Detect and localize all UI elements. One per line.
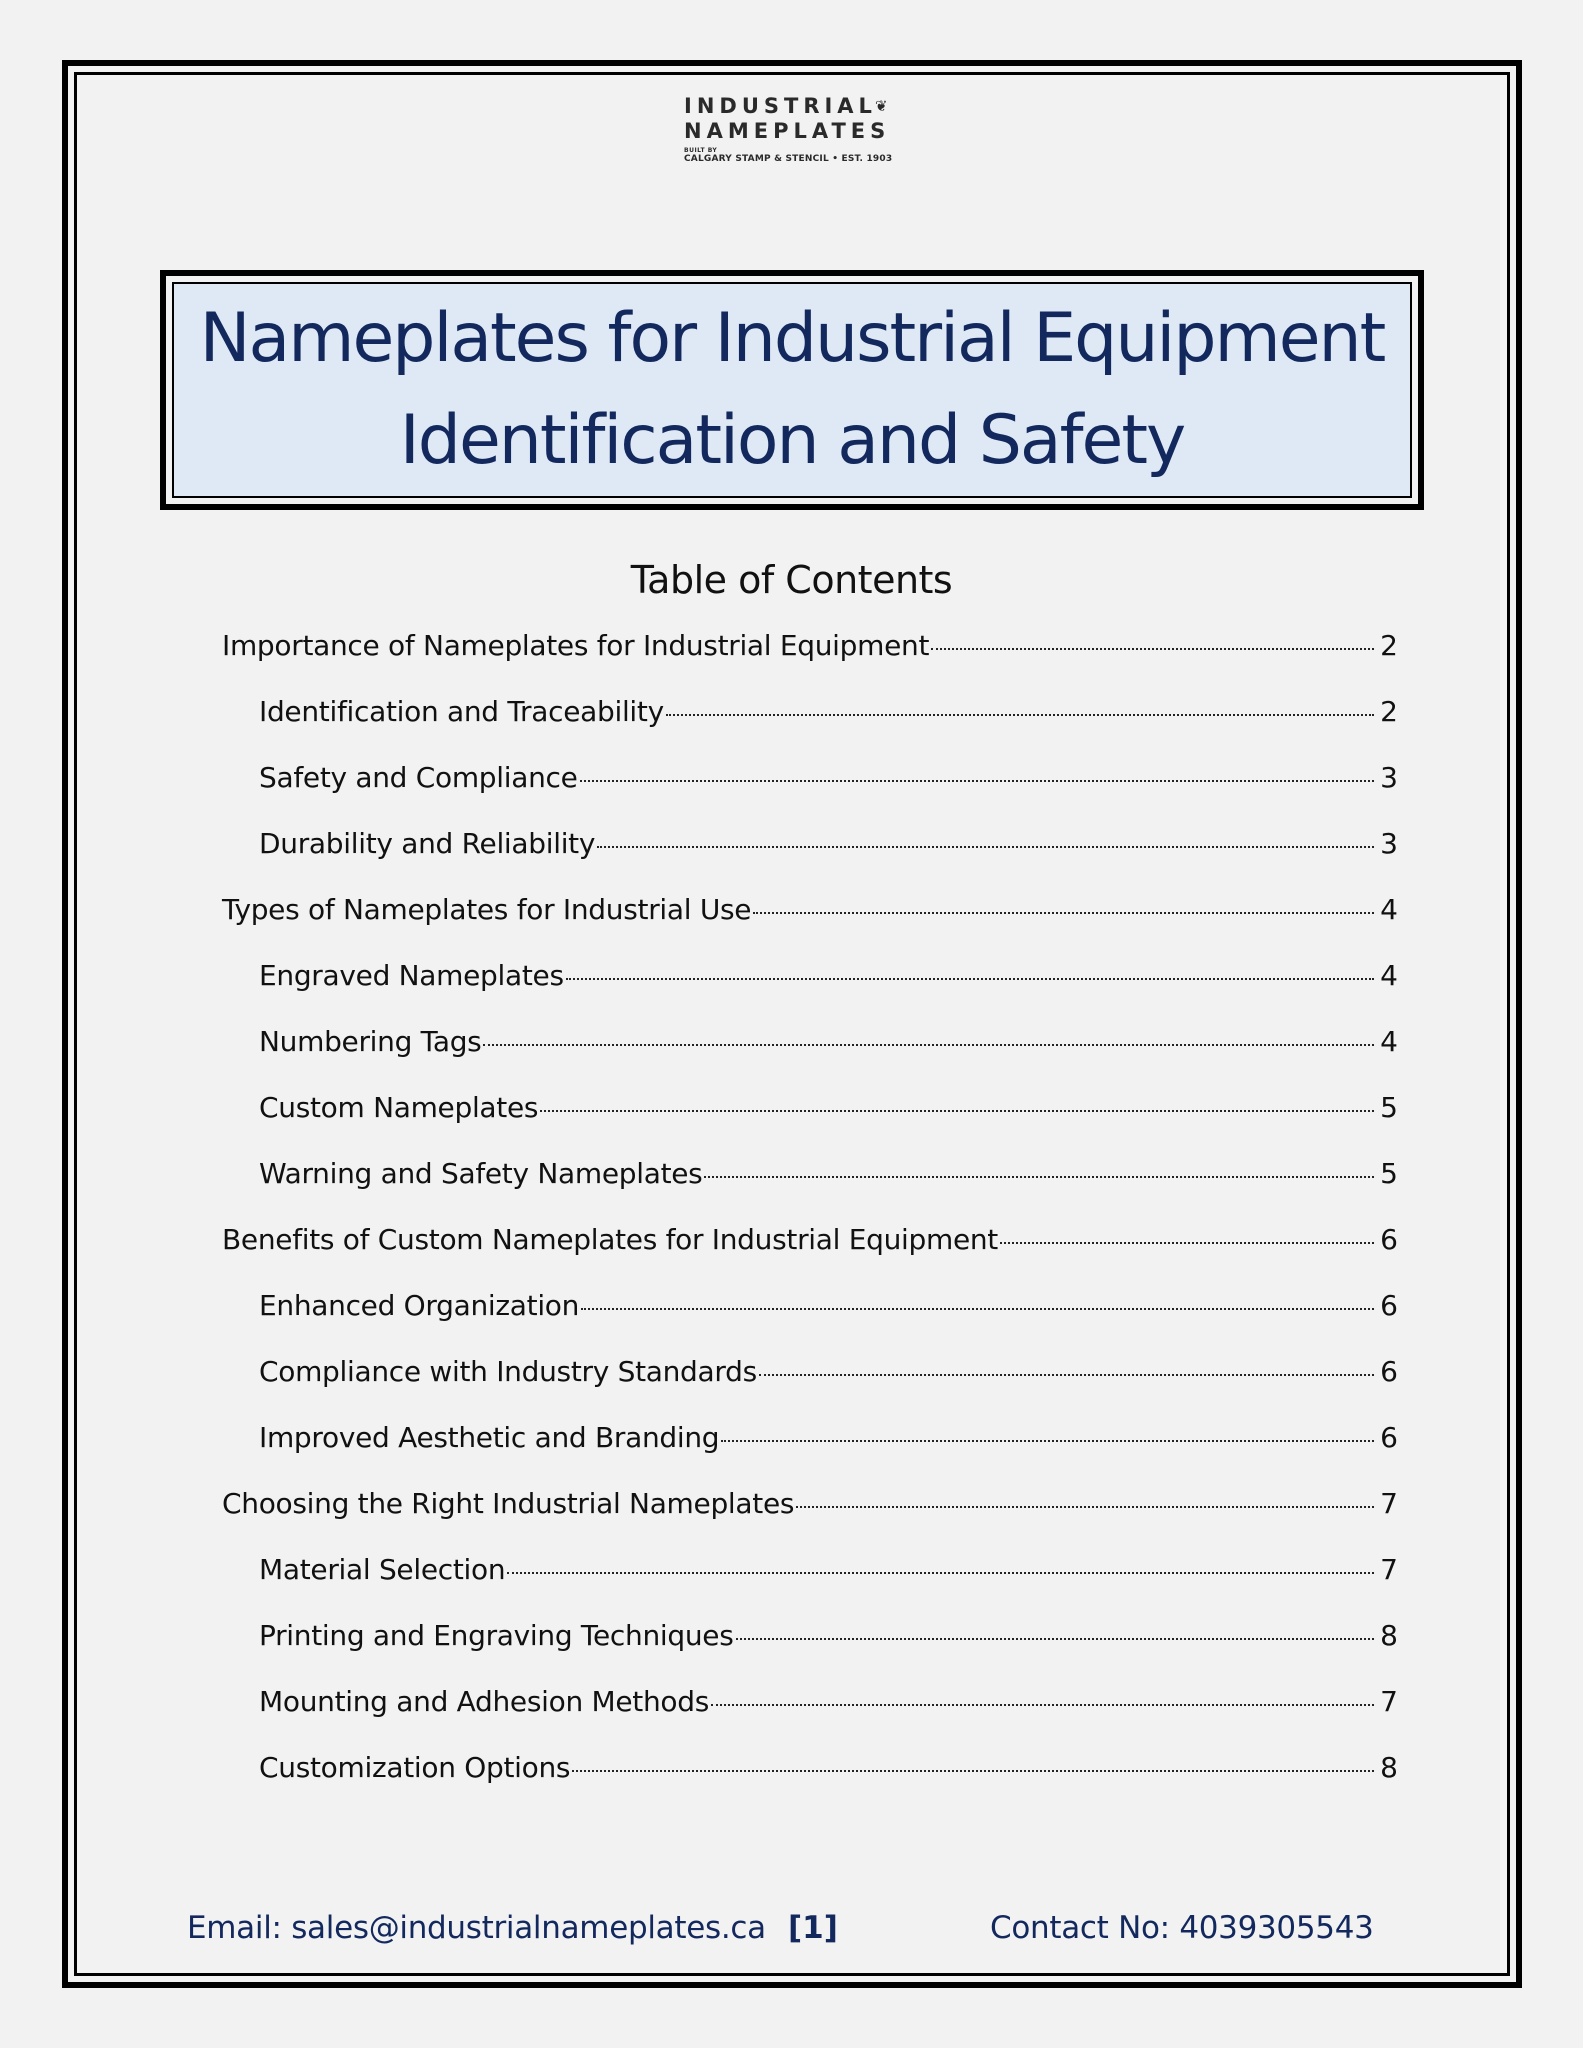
toc-leader-dots <box>540 1110 1374 1112</box>
toc-subentry[interactable] <box>222 761 1398 827</box>
toc-entry-page: 8 <box>1380 1751 1398 1784</box>
toc-subentry[interactable] <box>222 1751 1398 1817</box>
toc-entry-page: 6 <box>1380 1355 1398 1388</box>
toc-entry-page: 4 <box>1380 1025 1398 1058</box>
toc-entry-label: Benefits of Custom Nameplates for Industrial Equipment <box>222 1223 998 1256</box>
toc-subentry[interactable] <box>222 1289 1398 1355</box>
toc-entry-label: Material Selection <box>259 1553 506 1586</box>
title-box <box>160 270 1424 510</box>
toc-entry-page: 3 <box>1380 827 1398 860</box>
toc-leader-dots <box>580 780 1374 782</box>
title-panel <box>172 282 1412 498</box>
toc-leader-dots <box>572 1770 1374 1772</box>
toc-entry-page: 8 <box>1380 1619 1398 1652</box>
logo-built-by: BUILT BY <box>684 147 718 154</box>
toc-entry-label: Warning and Safety Nameplates <box>259 1157 703 1190</box>
logo-wordmark-line1: INDUSTRIAL❦ <box>684 94 888 118</box>
toc-entry-label: Engraved Nameplates <box>259 959 564 992</box>
toc-entry-page: 6 <box>1380 1421 1398 1454</box>
toc-entry[interactable] <box>222 629 1398 695</box>
toc-leader-dots <box>566 978 1374 980</box>
logo-tagline: CALGARY STAMP & STENCIL • EST. 1903 <box>684 154 893 164</box>
company-logo <box>684 94 924 165</box>
toc-entry-page: 7 <box>1380 1553 1398 1586</box>
toc-entry[interactable] <box>222 893 1398 959</box>
toc-entry-label: Types of Nameplates for Industrial Use <box>222 893 752 926</box>
toc-leader-dots <box>597 846 1374 848</box>
toc-entry-label: Improved Aesthetic and Branding <box>259 1421 720 1454</box>
toc-entry-label: Customization Options <box>259 1751 571 1784</box>
toc-entry-page: 6 <box>1380 1223 1398 1256</box>
toc-subentry[interactable] <box>222 695 1398 761</box>
toc-entry-label: Custom Nameplates <box>259 1091 539 1124</box>
toc-entry-page: 5 <box>1380 1157 1398 1190</box>
toc-entry-page: 2 <box>1380 695 1398 728</box>
toc-leader-dots <box>711 1704 1374 1706</box>
toc-entry-label: Printing and Engraving Techniques <box>259 1619 734 1652</box>
toc-subentry[interactable] <box>222 1157 1398 1223</box>
toc-leader-dots <box>581 1308 1374 1310</box>
toc-subentry[interactable] <box>222 1685 1398 1751</box>
toc-subentry[interactable] <box>222 1091 1398 1157</box>
toc-heading: Table of Contents <box>630 558 953 602</box>
toc-leader-dots <box>931 648 1374 650</box>
toc-leader-dots <box>759 1374 1374 1376</box>
toc-subentry[interactable] <box>222 1025 1398 1091</box>
toc-subentry[interactable] <box>222 959 1398 1025</box>
toc-entry[interactable] <box>222 1223 1398 1289</box>
toc-leader-dots <box>796 1506 1374 1508</box>
toc-entry-page: 3 <box>1380 761 1398 794</box>
toc-entry-label: Numbering Tags <box>259 1025 482 1058</box>
toc-leader-dots <box>704 1176 1374 1178</box>
toc-leader-dots <box>507 1572 1374 1574</box>
logo-wordmark-line2: NAMEPLATES <box>684 119 891 143</box>
toc-entry[interactable] <box>222 1487 1398 1553</box>
toc-entry-label: Durability and Reliability <box>259 827 596 860</box>
footer-contact-number[interactable]: Contact No: 4039305543 <box>990 1910 1374 1946</box>
maple-leaf-icon: ❦ <box>874 97 888 115</box>
toc-subentry[interactable] <box>222 1553 1398 1619</box>
toc-subentry[interactable] <box>222 1355 1398 1421</box>
document-title-line1: Nameplates for Industrial Equipment <box>199 299 1385 378</box>
toc-leader-dots <box>1000 1242 1374 1244</box>
toc-entry-label: Choosing the Right Industrial Nameplates <box>222 1487 795 1520</box>
toc-entry-page: 7 <box>1380 1685 1398 1718</box>
toc-leader-dots <box>483 1044 1374 1046</box>
toc-leader-dots <box>753 912 1374 914</box>
toc-entry-page: 2 <box>1380 629 1398 662</box>
toc-entry-label: Importance of Nameplates for Industrial Equipment <box>222 629 930 662</box>
toc-leader-dots <box>666 714 1374 716</box>
table-of-contents <box>222 629 1398 1817</box>
toc-subentry[interactable] <box>222 1619 1398 1685</box>
toc-subentry[interactable] <box>222 827 1398 893</box>
toc-entry-label: Enhanced Organization <box>259 1289 580 1322</box>
toc-leader-dots <box>736 1638 1374 1640</box>
footer-email[interactable]: Email: sales@industrialnameplates.ca <box>187 1910 766 1946</box>
footer-page-number: [1] <box>788 1910 838 1946</box>
toc-entry-page: 4 <box>1380 959 1398 992</box>
toc-entry-label: Identification and Traceability <box>259 695 664 728</box>
toc-leader-dots <box>721 1440 1374 1442</box>
toc-entry-page: 4 <box>1380 893 1398 926</box>
toc-entry-label: Compliance with Industry Standards <box>259 1355 757 1388</box>
toc-entry-page: 6 <box>1380 1289 1398 1322</box>
toc-entry-label: Safety and Compliance <box>259 761 578 794</box>
toc-entry-page: 7 <box>1380 1487 1398 1520</box>
toc-entry-label: Mounting and Adhesion Methods <box>259 1685 709 1718</box>
toc-subentry[interactable] <box>222 1421 1398 1487</box>
document-title-line2: Identification and Safety <box>399 401 1185 480</box>
toc-entry-page: 5 <box>1380 1091 1398 1124</box>
